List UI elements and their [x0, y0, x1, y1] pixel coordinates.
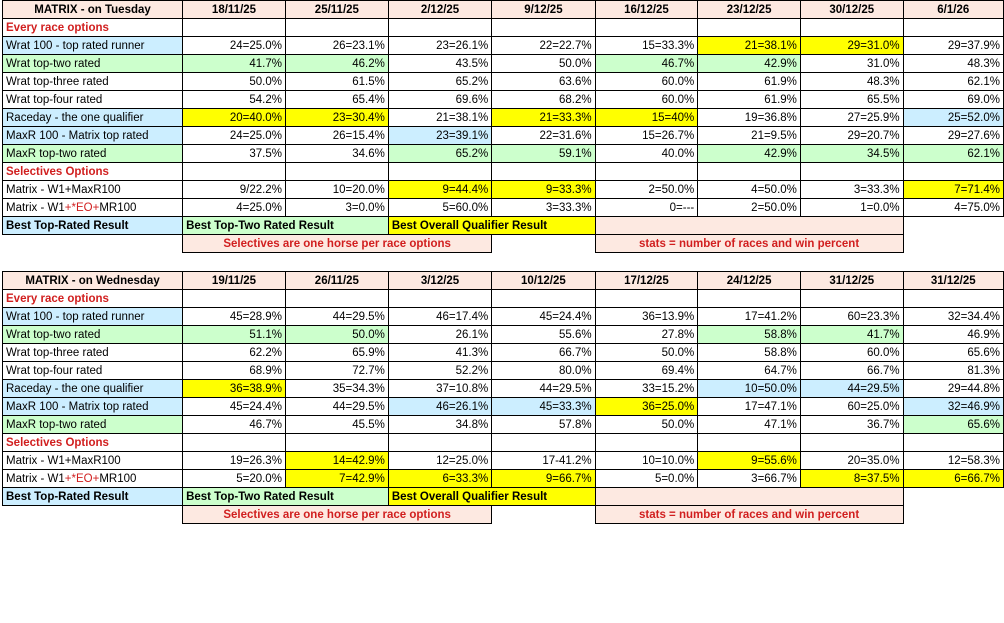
- empty-cell: [800, 19, 903, 37]
- stat-cell: 48.3%: [800, 73, 903, 91]
- table-row: [3, 19, 1004, 37]
- stat-cell: 9=66.7%: [492, 470, 595, 488]
- row-label: Wrat top-three rated: [3, 344, 183, 362]
- stat-cell: 21=9.5%: [698, 127, 801, 145]
- stat-cell: 66.7%: [800, 362, 903, 380]
- footer-legend-row: [3, 488, 1004, 506]
- stat-cell: 33=15.2%: [595, 380, 698, 398]
- empty-cell: [595, 290, 698, 308]
- row-label: MaxR 100 - Matrix top rated: [3, 127, 183, 145]
- stat-cell: 69.6%: [388, 91, 491, 109]
- legend-best-overall: Best Overall Qualifier Result: [388, 488, 595, 506]
- stat-cell: 50.0%: [492, 55, 595, 73]
- empty-cell: [595, 434, 698, 452]
- stat-cell: 66.7%: [492, 344, 595, 362]
- stat-cell: 37.5%: [183, 145, 286, 163]
- stat-cell: 46.7%: [183, 416, 286, 434]
- stat-cell: 26=23.1%: [285, 37, 388, 55]
- row-label: Wrat top-four rated: [3, 91, 183, 109]
- stat-cell: 9=44.4%: [388, 181, 491, 199]
- date-header: 19/11/25: [183, 272, 286, 290]
- row-label: MaxR top-two rated: [3, 416, 183, 434]
- row-label: Wrat top-two rated: [3, 55, 183, 73]
- stat-cell: 26=15.4%: [285, 127, 388, 145]
- stat-cell: 26.1%: [388, 326, 491, 344]
- stat-cell: 50.0%: [595, 344, 698, 362]
- stat-cell: 36=25.0%: [595, 398, 698, 416]
- empty-cell: [492, 290, 595, 308]
- legend-spacer: [595, 217, 903, 235]
- row-label: Matrix - W1+*EO+MR100: [3, 470, 183, 488]
- stat-cell: 62.2%: [183, 344, 286, 362]
- stat-cell: 65.2%: [388, 145, 491, 163]
- date-header: 16/12/25: [595, 1, 698, 19]
- stat-cell: 46=17.4%: [388, 308, 491, 326]
- footer-legend-row: [3, 217, 1004, 235]
- table-title: MATRIX - on Tuesday: [3, 1, 183, 19]
- stat-cell: 3=33.3%: [492, 199, 595, 217]
- stat-cell: 36=38.9%: [183, 380, 286, 398]
- stat-cell: 61.9%: [698, 73, 801, 91]
- stat-cell: 68.9%: [183, 362, 286, 380]
- note-stats: stats = number of races and win percent: [595, 506, 903, 524]
- stat-cell: 62.1%: [903, 73, 1003, 91]
- empty-cell: [903, 290, 1003, 308]
- stat-cell: 32=46.9%: [903, 398, 1003, 416]
- table-row: [3, 109, 1004, 127]
- empty-cell: [183, 19, 286, 37]
- stat-cell: 0=---: [595, 199, 698, 217]
- row-label: Wrat 100 - top rated runner: [3, 308, 183, 326]
- stat-cell: 59.1%: [492, 145, 595, 163]
- stat-cell: 34.6%: [285, 145, 388, 163]
- stat-cell: 47.1%: [698, 416, 801, 434]
- stat-cell: 69.0%: [903, 91, 1003, 109]
- stat-cell: 45=24.4%: [183, 398, 286, 416]
- stat-cell: 44=29.5%: [492, 380, 595, 398]
- stat-cell: 35=34.3%: [285, 380, 388, 398]
- stat-cell: 6=33.3%: [388, 470, 491, 488]
- empty-cell: [698, 290, 801, 308]
- stat-cell: 62.1%: [903, 145, 1003, 163]
- table-row: [3, 470, 1004, 488]
- stat-cell: 57.8%: [492, 416, 595, 434]
- table-row: [3, 362, 1004, 380]
- empty-cell: [285, 434, 388, 452]
- date-header: 31/12/25: [903, 272, 1003, 290]
- stat-cell: 54.2%: [183, 91, 286, 109]
- stat-cell: 42.9%: [698, 145, 801, 163]
- stat-cell: 40.0%: [595, 145, 698, 163]
- stat-cell: 65.5%: [800, 91, 903, 109]
- section-label: Every race options: [3, 290, 183, 308]
- empty-cell: [388, 290, 491, 308]
- stat-cell: 60=25.0%: [800, 398, 903, 416]
- stat-cell: 9=33.3%: [492, 181, 595, 199]
- stat-cell: 23=39.1%: [388, 127, 491, 145]
- stat-cell: 34.8%: [388, 416, 491, 434]
- stat-cell: 41.3%: [388, 344, 491, 362]
- table-row: [3, 326, 1004, 344]
- empty-cell: [492, 163, 595, 181]
- stat-cell: 4=25.0%: [183, 199, 286, 217]
- table-header-row: [3, 272, 1004, 290]
- table-row: [3, 452, 1004, 470]
- stat-cell: 23=26.1%: [388, 37, 491, 55]
- empty-cell: [388, 434, 491, 452]
- row-label: Wrat top-four rated: [3, 362, 183, 380]
- table-row: [3, 55, 1004, 73]
- stat-cell: 5=60.0%: [388, 199, 491, 217]
- empty-cell: [285, 19, 388, 37]
- stat-cell: 2=50.0%: [698, 199, 801, 217]
- date-header: 25/11/25: [285, 1, 388, 19]
- stat-cell: 3=33.3%: [800, 181, 903, 199]
- stat-cell: 4=50.0%: [698, 181, 801, 199]
- stat-cell: 27=25.9%: [800, 109, 903, 127]
- stat-cell: 42.9%: [698, 55, 801, 73]
- stat-cell: 24=25.0%: [183, 127, 286, 145]
- stat-cell: 27.8%: [595, 326, 698, 344]
- stat-cell: 63.6%: [492, 73, 595, 91]
- stat-cell: 72.7%: [285, 362, 388, 380]
- table-row: [3, 416, 1004, 434]
- stat-cell: 60.0%: [595, 91, 698, 109]
- stat-cell: 21=38.1%: [698, 37, 801, 55]
- date-header: 2/12/25: [388, 1, 491, 19]
- stat-cell: 6=66.7%: [903, 470, 1003, 488]
- stat-cell: 21=38.1%: [388, 109, 491, 127]
- section-label: Selectives Options: [3, 163, 183, 181]
- empty-cell: [492, 19, 595, 37]
- note-stats: stats = number of races and win percent: [595, 235, 903, 253]
- stat-cell: 61.5%: [285, 73, 388, 91]
- row-label: MaxR top-two rated: [3, 145, 183, 163]
- stat-cell: 17-41.2%: [492, 452, 595, 470]
- stat-cell: 58.8%: [698, 344, 801, 362]
- table-row: [3, 434, 1004, 452]
- row-label: Raceday - the one qualifier: [3, 380, 183, 398]
- legend-best-top-two: Best Top-Two Rated Result: [183, 488, 389, 506]
- stat-cell: 69.4%: [595, 362, 698, 380]
- legend-best-top-rated: Best Top-Rated Result: [3, 488, 183, 506]
- stat-cell: 81.3%: [903, 362, 1003, 380]
- table-row: [3, 290, 1004, 308]
- stat-cell: 24=25.0%: [183, 37, 286, 55]
- empty-cell: [595, 163, 698, 181]
- date-header: 9/12/25: [492, 1, 595, 19]
- note-spacer: [3, 506, 183, 524]
- legend-best-top-two: Best Top-Two Rated Result: [183, 217, 389, 235]
- stat-cell: 17=47.1%: [698, 398, 801, 416]
- stat-cell: 9=55.6%: [698, 452, 801, 470]
- empty-cell: [285, 290, 388, 308]
- stat-cell: 58.8%: [698, 326, 801, 344]
- table-row: [3, 380, 1004, 398]
- row-label: Matrix - W1+MaxR100: [3, 452, 183, 470]
- stat-cell: 45.5%: [285, 416, 388, 434]
- legend-spacer: [595, 488, 903, 506]
- stat-cell: 32=34.4%: [903, 308, 1003, 326]
- table-row: [3, 127, 1004, 145]
- empty-cell: [595, 19, 698, 37]
- empty-cell: [903, 434, 1003, 452]
- stat-cell: 15=33.3%: [595, 37, 698, 55]
- stat-cell: 25=52.0%: [903, 109, 1003, 127]
- table-row: [3, 308, 1004, 326]
- table-title: MATRIX - on Wednesday: [3, 272, 183, 290]
- matrix-table-2: [2, 271, 1004, 524]
- empty-cell: [183, 434, 286, 452]
- table-row: [3, 91, 1004, 109]
- stat-cell: 65.6%: [903, 416, 1003, 434]
- empty-cell: [698, 19, 801, 37]
- date-header: 26/11/25: [285, 272, 388, 290]
- row-label: Matrix - W1+*EO+MR100: [3, 199, 183, 217]
- stat-cell: 60=23.3%: [800, 308, 903, 326]
- empty-cell: [183, 290, 286, 308]
- stat-cell: 64.7%: [698, 362, 801, 380]
- stat-cell: 45=33.3%: [492, 398, 595, 416]
- note-spacer: [3, 235, 183, 253]
- stat-cell: 65.4%: [285, 91, 388, 109]
- stat-cell: 7=71.4%: [903, 181, 1003, 199]
- empty-cell: [800, 163, 903, 181]
- stat-cell: 29=20.7%: [800, 127, 903, 145]
- empty-cell: [285, 163, 388, 181]
- stat-cell: 14=42.9%: [285, 452, 388, 470]
- footer-note-row: [3, 235, 1004, 253]
- stat-cell: 46.2%: [285, 55, 388, 73]
- footer-note-row: [3, 506, 1004, 524]
- note-gap: [492, 506, 595, 524]
- section-label: Selectives Options: [3, 434, 183, 452]
- stat-cell: 36=13.9%: [595, 308, 698, 326]
- stat-cell: 8=37.5%: [800, 470, 903, 488]
- stat-cell: 9/22.2%: [183, 181, 286, 199]
- stat-cell: 10=50.0%: [698, 380, 801, 398]
- stat-cell: 12=58.3%: [903, 452, 1003, 470]
- stat-cell: 2=50.0%: [595, 181, 698, 199]
- stat-cell: 22=31.6%: [492, 127, 595, 145]
- stat-cell: 3=0.0%: [285, 199, 388, 217]
- stat-cell: 51.1%: [183, 326, 286, 344]
- stat-cell: 31.0%: [800, 55, 903, 73]
- note-gap: [492, 235, 595, 253]
- stat-cell: 61.9%: [698, 91, 801, 109]
- note-selectives: Selectives are one horse per race options: [183, 506, 492, 524]
- empty-cell: [903, 19, 1003, 37]
- table-row: [3, 163, 1004, 181]
- empty-cell: [800, 290, 903, 308]
- row-label: Wrat 100 - top rated runner: [3, 37, 183, 55]
- stat-cell: 60.0%: [800, 344, 903, 362]
- stat-cell: 68.2%: [492, 91, 595, 109]
- table-row: [3, 73, 1004, 91]
- stat-cell: 36.7%: [800, 416, 903, 434]
- stat-cell: 46.9%: [903, 326, 1003, 344]
- legend-best-overall: Best Overall Qualifier Result: [388, 217, 595, 235]
- stat-cell: 7=42.9%: [285, 470, 388, 488]
- stat-cell: 65.9%: [285, 344, 388, 362]
- stat-cell: 45=28.9%: [183, 308, 286, 326]
- note-selectives: Selectives are one horse per race options: [183, 235, 492, 253]
- stat-cell: 19=36.8%: [698, 109, 801, 127]
- empty-cell: [698, 163, 801, 181]
- table-header-row: [3, 1, 1004, 19]
- date-header: 17/12/25: [595, 272, 698, 290]
- table-row: [3, 181, 1004, 199]
- stat-cell: 50.0%: [285, 326, 388, 344]
- stat-cell: 1=0.0%: [800, 199, 903, 217]
- stat-cell: 17=41.2%: [698, 308, 801, 326]
- stat-cell: 29=27.6%: [903, 127, 1003, 145]
- empty-cell: [388, 163, 491, 181]
- empty-cell: [492, 434, 595, 452]
- stat-cell: 65.6%: [903, 344, 1003, 362]
- row-label: MaxR 100 - Matrix top rated: [3, 398, 183, 416]
- stat-cell: 15=40%: [595, 109, 698, 127]
- stat-cell: 80.0%: [492, 362, 595, 380]
- date-header: 10/12/25: [492, 272, 595, 290]
- row-label: Wrat top-three rated: [3, 73, 183, 91]
- stat-cell: 22=22.7%: [492, 37, 595, 55]
- stat-cell: 55.6%: [492, 326, 595, 344]
- stat-cell: 4=75.0%: [903, 199, 1003, 217]
- stat-cell: 44=29.5%: [800, 380, 903, 398]
- stat-cell: 43.5%: [388, 55, 491, 73]
- stat-cell: 5=20.0%: [183, 470, 286, 488]
- stat-cell: 29=44.8%: [903, 380, 1003, 398]
- stat-cell: 41.7%: [183, 55, 286, 73]
- matrix-table-1: [2, 0, 1004, 253]
- date-header: 3/12/25: [388, 272, 491, 290]
- stat-cell: 41.7%: [800, 326, 903, 344]
- row-label: Wrat top-two rated: [3, 326, 183, 344]
- stat-cell: 21=33.3%: [492, 109, 595, 127]
- stat-cell: 65.2%: [388, 73, 491, 91]
- stat-cell: 15=26.7%: [595, 127, 698, 145]
- stat-cell: 20=35.0%: [800, 452, 903, 470]
- stat-cell: 23=30.4%: [285, 109, 388, 127]
- table-gap: [0, 253, 1004, 271]
- stat-cell: 50.0%: [183, 73, 286, 91]
- date-header: 23/12/25: [698, 1, 801, 19]
- stat-cell: 3=66.7%: [698, 470, 801, 488]
- row-label: Raceday - the one qualifier: [3, 109, 183, 127]
- stat-cell: 45=24.4%: [492, 308, 595, 326]
- row-label: Matrix - W1+MaxR100: [3, 181, 183, 199]
- stat-cell: 44=29.5%: [285, 308, 388, 326]
- stat-cell: 46.7%: [595, 55, 698, 73]
- date-header: 30/12/25: [800, 1, 903, 19]
- stat-cell: 20=40.0%: [183, 109, 286, 127]
- empty-cell: [698, 434, 801, 452]
- stat-cell: 60.0%: [595, 73, 698, 91]
- date-header: 18/11/25: [183, 1, 286, 19]
- empty-cell: [800, 434, 903, 452]
- stat-cell: 52.2%: [388, 362, 491, 380]
- empty-cell: [183, 163, 286, 181]
- table-row: [3, 37, 1004, 55]
- stat-cell: 29=31.0%: [800, 37, 903, 55]
- date-header: 24/12/25: [698, 272, 801, 290]
- date-header: 6/1/26: [903, 1, 1003, 19]
- stat-cell: 37=10.8%: [388, 380, 491, 398]
- stat-cell: 29=37.9%: [903, 37, 1003, 55]
- stat-cell: 34.5%: [800, 145, 903, 163]
- stat-cell: 5=0.0%: [595, 470, 698, 488]
- stat-cell: 46=26.1%: [388, 398, 491, 416]
- stat-cell: 12=25.0%: [388, 452, 491, 470]
- legend-best-top-rated: Best Top-Rated Result: [3, 217, 183, 235]
- table-row: [3, 199, 1004, 217]
- date-header: 31/12/25: [800, 272, 903, 290]
- table-row: [3, 398, 1004, 416]
- table-row: [3, 344, 1004, 362]
- stat-cell: 50.0%: [595, 416, 698, 434]
- stat-cell: 10=10.0%: [595, 452, 698, 470]
- stat-cell: 44=29.5%: [285, 398, 388, 416]
- table-row: [3, 145, 1004, 163]
- stat-cell: 48.3%: [903, 55, 1003, 73]
- stat-cell: 19=26.3%: [183, 452, 286, 470]
- section-label: Every race options: [3, 19, 183, 37]
- empty-cell: [903, 163, 1003, 181]
- empty-cell: [388, 19, 491, 37]
- stat-cell: 10=20.0%: [285, 181, 388, 199]
